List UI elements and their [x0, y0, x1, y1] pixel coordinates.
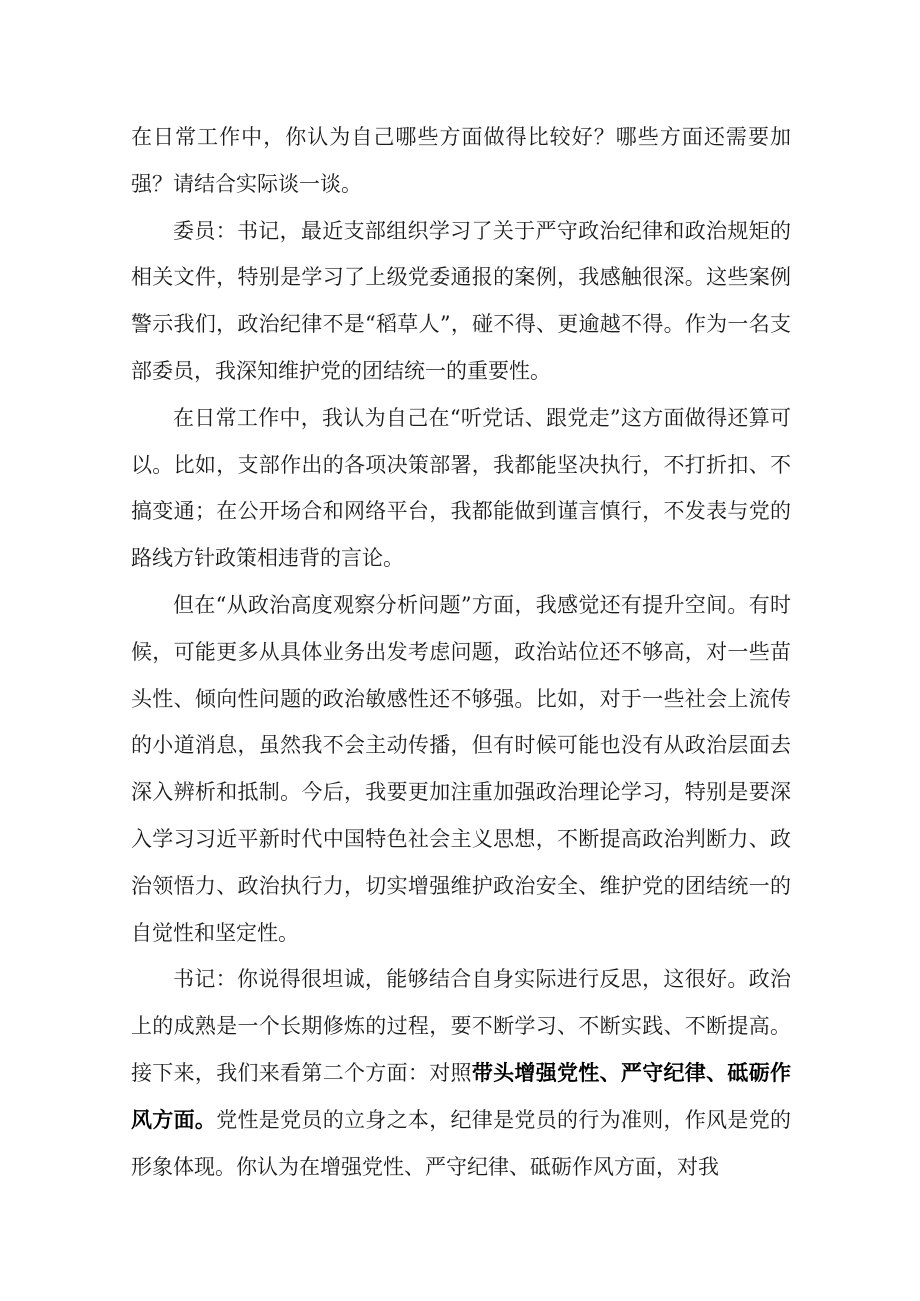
- paragraph-improvements: 但在“从政治高度观察分析问题”方面，我感觉还有提升空间。有时候，可能更多从具体业务出发考虑问题，政治站位还不够高，对一些苗头性、倾向性问题的政治敏感性还不够强。比如，对于一些社会上流传的小道消息，虽然我不会主动传播，但有时候可能也没有从政治层面去深入辨析和抵制。今后，我要更加注重加强政治理论学习，特别是要深入学习习近平新时代中国特色社会主义思想，不断提高政治判断力、政治领悟力、政治执行力，切实增强维护政治安全、维护党的团结统一的自觉性和坚定性。: [131, 592, 791, 945]
- secretary-response-lead: 书记：你说得很坦诚，能够结合自身实际进行反思，这很好。政治上的成熟是一个长期修炼的过程，要不断学习、不断实践、不断提高。接下来，我们来看第二个方面：对照: [131, 967, 791, 1085]
- paragraph-secretary-response: [131, 956, 791, 1190]
- paragraph-question: 在日常工作中，你认为自己哪些方面做得比较好？哪些方面还需要加强？请结合实际谈一谈。: [131, 125, 791, 196]
- second-aspect-heading: 带头增强党性、严守纪律、砥砺作风方面。: [131, 1059, 792, 1132]
- document-body: [131, 114, 791, 1190]
- secretary-response-continuation: 党性是党员的立身之本，纪律是党员的行为准则，作风是党的形象体现。你认为在增强党性、严守纪律、砥砺作风方面，对我: [131, 1107, 792, 1179]
- paragraph-strengths: 在日常工作中，我认为自己在“听党话、跟党走”这方面做得还算可以。比如，支部作出的各项决策部署，我都能坚决执行，不打折扣、不搞变通；在公开场合和网络平台，我都能做到谨言慎行，不发表与党的路线方针政策相违背的言论。: [131, 405, 791, 571]
- paragraph-member-reflection: 委员：书记，最近支部组织学习了关于严守政治纪律和政治规矩的相关文件，特别是学习了上级党委通报的案例，我感触很深。这些案例警示我们，政治纪律不是“稻草人”，碰不得、更逾越不得。作为一名支部委员，我深知维护党的团结统一的重要性。: [131, 218, 791, 383]
